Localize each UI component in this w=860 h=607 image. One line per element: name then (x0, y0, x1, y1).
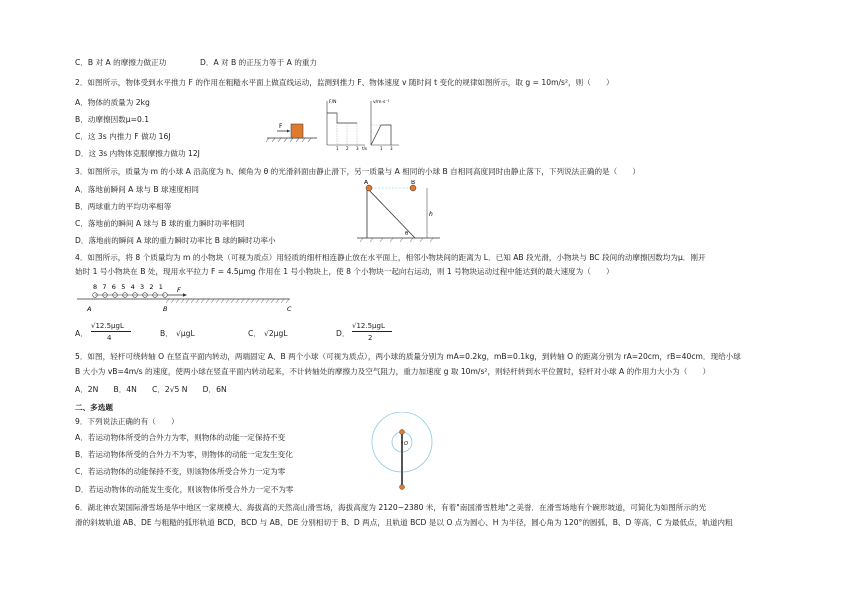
rotating-rod-figure (362, 412, 442, 500)
q4-option-b-value: √μgL (176, 329, 195, 338)
q4-option-c-value: √2μgL (264, 329, 288, 338)
q3-option-b: B．两球重力的平均功率相等 (75, 202, 172, 211)
ball-a-label: A (364, 180, 369, 186)
q2-option-c: C．这 3s 内推力 F 做功 16J (75, 132, 171, 141)
q4-option-a-numerator: √12.5μgL (91, 322, 124, 330)
q3-option-a: A．落地前瞬间 A 球与 B 球速度相同 (75, 185, 199, 194)
ground-hatching (266, 138, 311, 142)
force-velocity-figure (265, 95, 400, 157)
q3-option-d: D．落地前的瞬间 A 球的重力瞬时功率比 B 球的瞬时功率小 (75, 236, 276, 245)
svg-text:2: 2 (346, 146, 349, 151)
blocks-figure (75, 280, 320, 316)
f-graph-line (327, 113, 357, 123)
point-b-label: B (163, 305, 168, 313)
f-axis-label: F/N (329, 100, 337, 105)
block-numbers: 8 7 6 5 4 3 2 1 (93, 283, 165, 291)
q1-option-c: C．B 对 A 的摩擦力做正功 (75, 58, 167, 67)
q6-stem-line2: 滑的斜坡轨道 AB、DE 与粗糙的弧形轨道 BCD，BCD 与 AB、DE 分别相切于 B、D 两点，且轨道 BCD 是以 O 点为圆心、H 为半径，圆心角为 120°的圆弧，B、D 等高，C 为最低点，轨道内粗 (75, 518, 733, 527)
q4-option-b-label: B． (160, 329, 173, 338)
pivot-label: O (404, 441, 408, 447)
v-graph-line (371, 125, 391, 145)
svg-text:3: 3 (390, 146, 393, 151)
q4-option-d-fraction-bar (352, 331, 392, 332)
q4-stem-line2: 始时 1 号小物块在 B 处，现用水平拉力 F = 4.5μmg 作用在 1 号小物块上，使 8 个小物块一起向右运动，则 1 号物块运动过程中能达到的最大速度为（ ） (75, 267, 614, 276)
q3-option-c: C．落地前的瞬间 A 球与 B 球的重力瞬时功率相同 (75, 219, 245, 228)
q5-stem-line1: 5．如图，轻杆可绕转轴 O 在竖直平面内转动，两端固定 A、B 两个小球（可视为质点），两小球的质量分别为 mA=0.2kg，mB=0.1kg，到转轴 O 的距离分别为 rA=20cm，rB=40cm．现给小球 (75, 352, 741, 361)
ball-b (400, 485, 405, 490)
pivot (401, 441, 403, 443)
q4-option-d-numerator: √12.5μgL (352, 322, 385, 330)
incline-figure (355, 180, 455, 245)
q4-option-a-fraction-bar (91, 331, 131, 332)
f-graph-t-label: t/s (362, 146, 367, 151)
q2-option-a: A．物体的质量为 2kg (75, 98, 150, 107)
force-label: F (177, 286, 181, 294)
q9-stem: 9．下列说法正确的有（ ） (75, 417, 179, 426)
q4-option-a-denominator: 4 (107, 334, 112, 342)
svg-text:1: 1 (336, 146, 339, 151)
q9-option-c: C．若运动物体的动能保持不变，则该物体所受合外力一定为零 (75, 467, 286, 476)
q4-option-d-denominator: 2 (368, 334, 373, 342)
height-label: h (429, 211, 433, 218)
q4-option-a-label: A． (75, 329, 88, 338)
q4-option-d-label: D． (336, 329, 350, 338)
q2-stem: 2．如图所示，物体受到水平推力 F 的作用在粗糙水平面上做直线运动，监测到推力 F、物体速度 v 随时间 t 变化的规律如图所示，取 g = 10m/s²，则（ ） (75, 78, 614, 87)
rough-section-hatching (166, 299, 289, 303)
angle-label: θ (405, 231, 409, 237)
q1-option-d: D．A 对 B 的正压力等于 A 的重力 (200, 58, 318, 67)
q2-option-b: B．动摩擦因数μ=0.1 (75, 115, 150, 124)
q2-option-d: D．这 3s 内物体克服摩擦力做功 12J (75, 149, 200, 158)
q5-stem-line2: B 大小为 vB=4m/s 的速度，使两小球在竖直平面内转动起来，不计转轴处的摩擦力及空气阻力，重力加速度 g 取 10m/s²，则轻杆转到水平位置时，轻杆对小球 A 的作用力大小为（ ） (75, 367, 711, 376)
q9-option-d: D．若运动物体的动能发生变化，则该物体所受合外力一定不为零 (75, 485, 294, 494)
point-c-label: C (287, 305, 292, 313)
block (291, 124, 303, 138)
svg-text:1: 1 (380, 146, 383, 151)
q6-stem-line1: 6．湖北神农架国际滑雪场是华中地区一家规模大、海拔高的天然高山滑雪场，海拔高度为 2120~2380 米，有着"南国滑雪胜地"之美誉．在滑雪场地有个碗形坡道，可简化为如图所示的光 (75, 503, 707, 512)
q4-option-c-label: C． (248, 329, 261, 338)
q3-stem: 3．如图所示，质量为 m 的小球 A 沿高度为 h、倾角为 θ 的光滑斜面由静止滑下，另一质量与 A 相同的小球 B 自相同高度同时由静止落下，下列说法正确的是（ ） (75, 167, 641, 176)
ball-a (400, 430, 405, 435)
force-label: F (279, 123, 283, 130)
ball-b-label: B (411, 180, 416, 186)
v-axis-label: v/m·s⁻¹ (373, 100, 390, 105)
section-heading-multi-choice: 二、多选题 (75, 403, 113, 412)
q4-stem-line1: 4．如图所示，将 8 个质量均为 m 的小物块（可视为质点）用轻质的细杆相连静止放在水平面上，相邻小物块间的距离为 L．已知 AB 段光滑，小物块与 BC 段间的动摩擦因数均为μ．刚开 (75, 253, 706, 262)
point-a-label: A (87, 305, 92, 313)
q9-option-b: B．若运动物体所受的合外力不为零，则物体的动能一定发生变化 (75, 450, 293, 459)
svg-text:3: 3 (356, 146, 359, 151)
q5-options: A．2N B．4N C．2√5 N D．6N (75, 385, 227, 394)
q9-option-a: A．若运动物体所受的合外力为零，则物体的动能一定保持不变 (75, 433, 286, 442)
